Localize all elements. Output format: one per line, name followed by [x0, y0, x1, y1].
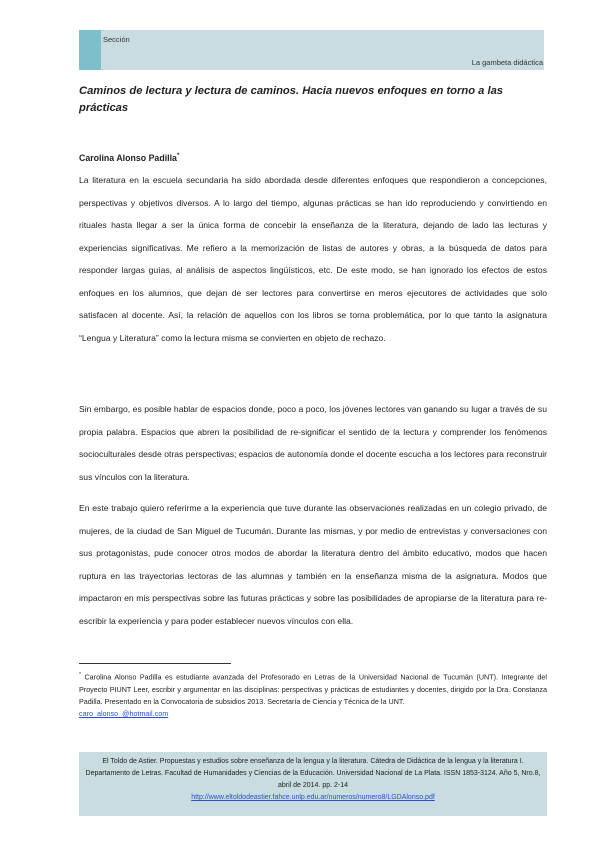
footnote-text: Carolina Alonso Padilla es estudiante avanzada del Profesorado en Letras de la Universidad Nacional de Tucumán (UNT). Integrante del Proyecto PIUNT Leer, escribir y argumentar en las disciplinas: perspectivas y prácticas de estudiantes y docentes, dirigido por la Dra. Constanza Padilla. Presentado en la Convocatoria de subsidios 2013. Secretaría de Ciencia y Técnica de la UNT.	[79, 672, 547, 706]
column-name: La gambeta didáctica	[471, 58, 543, 67]
journal-citation: El Toldo de Astier. Propuestas y estudios sobre enseñanza de la lengua y la literatura. Cátedra de Didáctica de la lengua y la literatura I. Departamento de Letras. Facultad de Humanidades y Ciencias de la Educación. Universidad Nacional de La Plata. ISSN 1853-3124. Año 5, Nro.8, abril de 2014. pp. 2-14	[85, 758, 541, 789]
footnote	[79, 669, 547, 721]
paragraph-2: Sin embargo, es posible hablar de espacios donde, poco a poco, los jóvenes lectores van ganando su lugar a través de su propia palabra. Espacios que abren la posibilidad de re-significar el sentido de la lectura y comprender los fenómenos socioculturales desde otras perspectivas; espacios de autonomía donde el docente escucha a los lectores para reconstruir sus vínculos con la literatura.	[79, 404, 547, 482]
article-url-link[interactable]: http://www.eltoldodeastier.fahce.unlp.edu.ar/numeros/numero8/LGDAlonso.pdf	[191, 794, 435, 801]
footnote-marker: *	[176, 153, 180, 160]
journal-footer	[79, 752, 547, 816]
header-accent-block	[79, 30, 101, 70]
author-email-link[interactable]: caro_alonso_@hotmail.com	[79, 709, 169, 719]
section-label: Sección	[103, 35, 130, 44]
author-name: Carolina Alonso Padilla	[79, 153, 177, 163]
author-line	[79, 153, 179, 163]
paragraph-1: La literatura en la escuela secundaria ha sido abordada desde diferentes enfoques que respondieron a concepciones, perspectivas y objetivos diversos. A lo largo del tiempo, algunas prácticas se han ido reproduciendo y convirtiendo en rituales hasta llegar a ser la única forma de concebir la enseñanza de la literatura, dejando de lado las lecturas y experiencias significativas. Me refiero a la memorización de listas de autores y obras, a la búsqueda de datos para responder largas guías, al análisis de aspectos lingüísticos, etc. De este modo, se han ignorado los efectos de estos enfoques en los alumnos, que dejan de ser lectores para convertirse en meros ejecutores de actividades que solo satisfacen al docente. Así, la relación de aquellos con los libros se torna problemática, por lo que tanto la asignatura “Lengua y Literatura” como la lectura misma se convierten en objeto de rechazo.	[79, 175, 547, 343]
footnote-separator	[79, 663, 231, 664]
footnote-marker-ref: *	[79, 672, 81, 678]
article-title: Caminos de lectura y lectura de caminos. Hacia nuevos enfoques en torno a las prácticas	[79, 85, 504, 114]
paragraph-3: En este trabajo quiero referirme a la experiencia que tuve durante las observaciones realizadas en un colegio privado, de mujeres, de la ciudad de San Miguel de Tucumán. Durante las mismas, y por medio de entrevistas y conversaciones con sus protagonistas, pude conocer otros modos de abordar la literatura dentro del ámbito educativo, modos que hacen ruptura en las trayectorias lectoras de las alumnas y también en la enseñanza misma de la asignatura. Modos que impactaron en mis perspectivas sobre las futuras prácticas y sobre las posibilidades de apropiarse de la literatura para re-escribir la experiencia y para poder establecer nuevos vínculos con ella.	[79, 503, 547, 626]
